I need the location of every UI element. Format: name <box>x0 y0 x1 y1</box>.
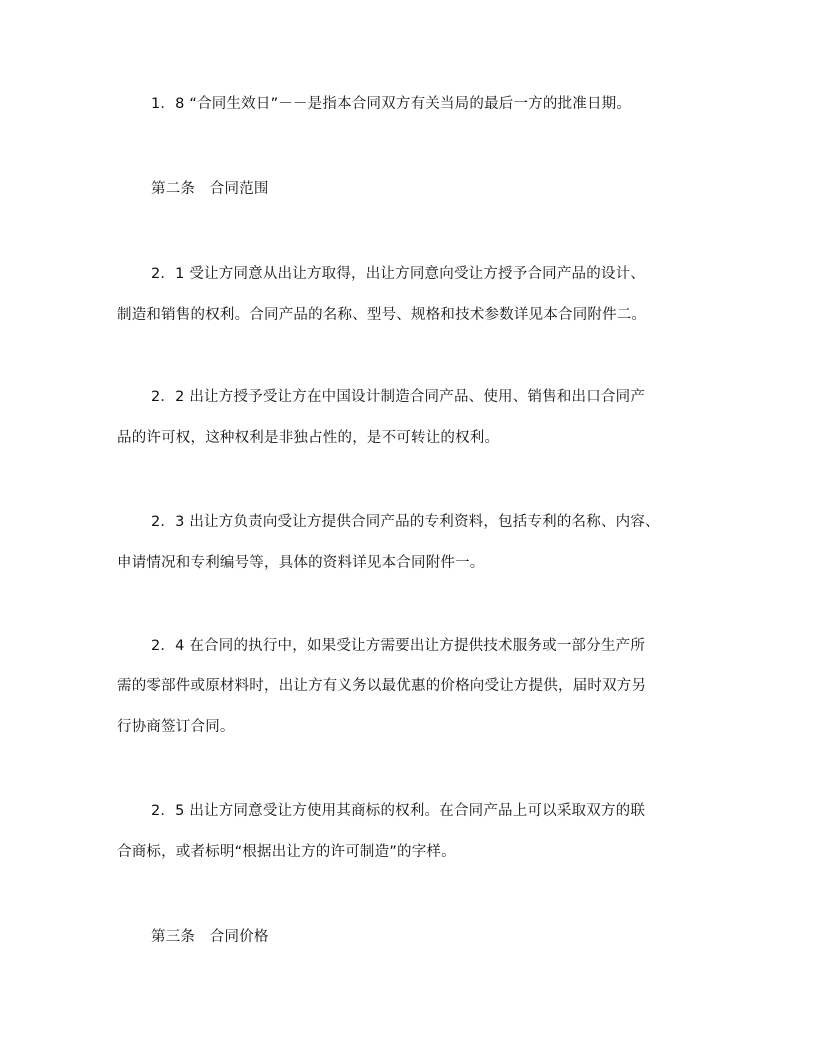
clause-2-3-line-2: 申请情况和专利编号等，具体的资料详见本合同附件一。 <box>117 555 485 571</box>
article-3-heading: 第三条 合同价格 <box>151 929 269 945</box>
clause-2-5-line-2: 合商标，或者标明“根据出让方的许可制造”的字样。 <box>117 844 456 860</box>
clause-2-1-line-2: 制造和销售的权利。合同产品的名称、型号、规格和技术参数详见本合同附件二。 <box>117 307 647 323</box>
clause-2-3-line-1: 2．3 出让方负责向受让方提供合同产品的专利资料，包括专利的名称、内容、 <box>151 514 660 530</box>
clause-2-2-line-1: 2．2 出让方授予受让方在中国设计制造合同产品、使用、销售和出口合同产 <box>151 389 646 405</box>
clause-1-8-line: 1．8 “合同生效日”－－是指本合同双方有关当局的最后一方的批准日期。 <box>151 96 632 112</box>
clause-2-4-line-1: 2．4 在合同的执行中，如果受让方需要出让方提供技术服务或一部分生产所 <box>151 638 646 654</box>
clause-2-1-line-1: 2．1 受让方同意从出让方取得，出让方同意向受让方授予合同产品的设计、 <box>151 266 646 282</box>
clause-2-4-line-3: 行协商签订合同。 <box>117 719 235 735</box>
article-2-heading: 第二条 合同范围 <box>151 181 269 197</box>
clause-2-4-line-2: 需的零部件或原材料时，出让方有义务以最优惠的价格向受让方提供，届时双方另 <box>117 678 647 694</box>
clause-2-2-line-2: 品的许可权，这种权利是非独占性的，是不可转让的权利。 <box>117 430 500 446</box>
clause-2-5-line-1: 2．5 出让方同意受让方使用其商标的权利。在合同产品上可以采取双方的联 <box>151 803 646 819</box>
